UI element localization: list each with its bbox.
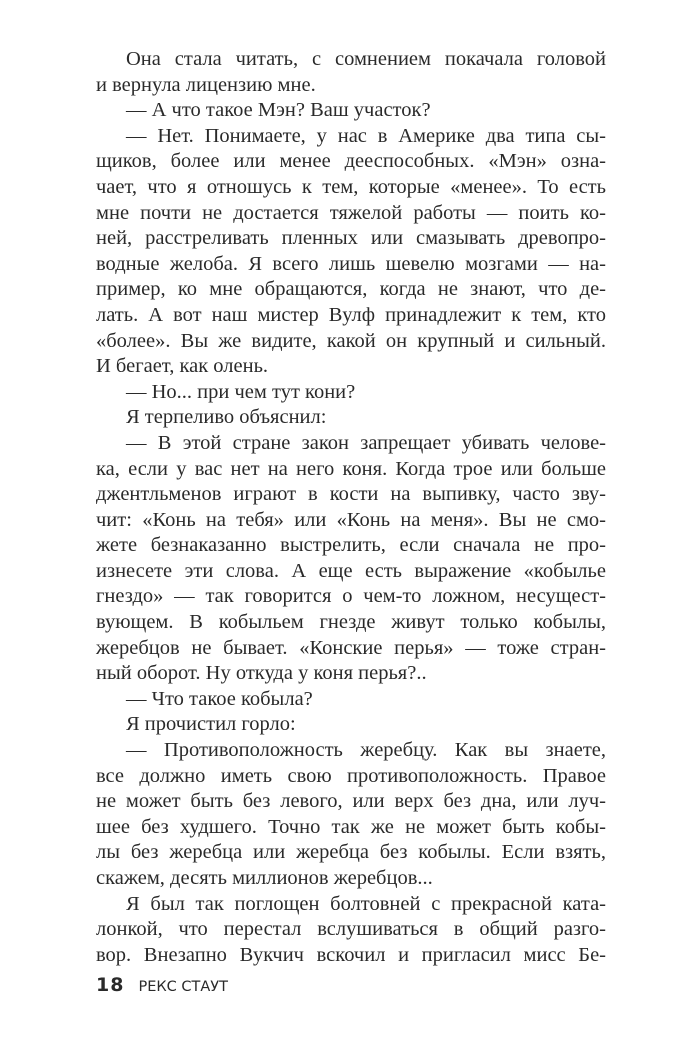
text-line: лы без жеребца или жеребца без кобылы. Если взять, [96,841,606,864]
text-line: Я был так поглощен болтовней с прекрасной ката- [126,892,606,915]
text-line: Я прочистил горло: [126,713,296,736]
text-line: — А что такое Мэн? Ваш участок? [126,99,431,122]
text-line: — Противоположность жеребцу. Как вы знаете, [126,739,606,762]
text-line: мне почти не достается тяжелой работы — поить ко- [96,201,606,224]
text-line: все должно иметь свою противоположность. Правое [96,764,606,787]
text-line: Я терпеливо объяснил: [126,406,327,429]
text-line: скажем, десять миллионов жеребцов... [96,867,433,889]
page-footer [96,974,228,996]
text-line: ка, если у вас нет на него коня. Когда трое или больше [96,457,606,480]
text-line: лонкой, что перестал вслушиваться в общий разго- [96,918,606,941]
running-author: РЕКС СТАУТ [138,979,228,995]
text-line: «более». Вы же видите, какой он крупный и сильный. [96,329,606,352]
text-line: чит: «Конь на тебя» или «Конь на меня». Вы не смо- [96,508,606,531]
text-line: — Но... при чем тут кони? [126,380,356,403]
text-line: вор. Внезапно Вукчич вскочил и пригласил мисс Бе- [96,943,606,966]
text-line: ней, расстреливать пленных или смазывать древопро- [96,227,606,250]
text-line: — В этой стране закон запрещает убивать челове- [126,431,606,454]
text-line: шее без худшего. Точно так же не может быть кобы- [96,815,606,838]
text-line: ный оборот. Ну откуда у коня перья?.. [96,662,427,685]
text-line: вующем. В кобыльем гнезде живут только кобылы, [96,611,606,634]
text-line: И бегает, как олень. [96,355,269,378]
text-line: пример, ко мне обращаются, когда не знают, что де- [96,278,606,301]
text-line: гнездо» — так говорится о чем-то ложном, несущест- [96,585,606,608]
text-line: водные желоба. Я всего лишь шевелю мозгами — на- [96,252,606,275]
text-line: и вернула лицензию мне. [96,73,316,96]
page-number: 18 [96,974,125,996]
page-body [96,47,606,968]
text-line: — Что такое кобыла? [126,687,313,710]
text-line: не может быть без левого, или верх без дна, или луч- [96,790,606,813]
text-line: жеребцов не бывает. «Конские перья» — тоже стран- [96,636,606,659]
text-line: Она стала читать, с сомнением покачала головой [126,48,606,70]
text-line: щиков, более или менее дееспособных. «Мэн» озна- [96,150,606,173]
text-line: лать. А вот наш мистер Вулф принадлежит к тем, кто [96,303,606,326]
text-line: джентльменов играют в кости на выпивку, часто зву- [96,483,606,506]
text-line: чает, что я отношусь к тем, которые «менее». То есть [96,175,606,198]
text-line: — Нет. Понимаете, у нас в Америке два типа сы- [126,124,606,147]
text-line: жете безнаказанно выстрелить, если сначала не про- [96,534,606,557]
text-line: изнесете эти слова. А еще есть выражение «кобылье [96,559,606,582]
